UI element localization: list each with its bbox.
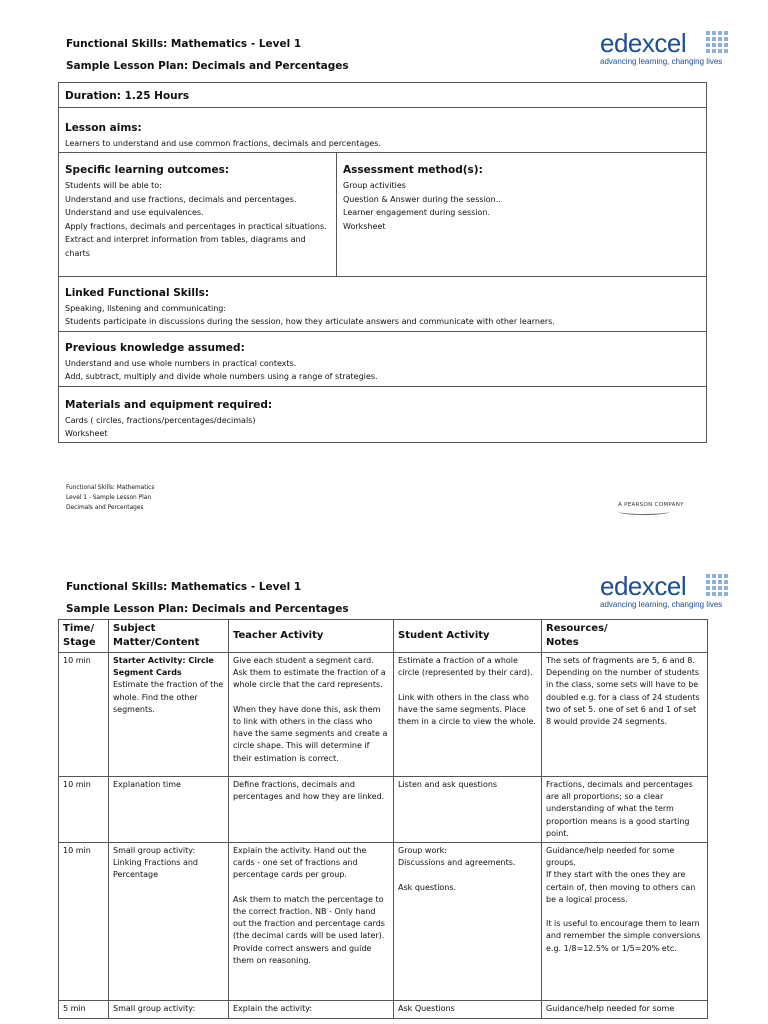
notes-cell: Guidance/help needed for some <box>542 1001 708 1019</box>
time-cell: 10 min <box>59 777 109 843</box>
column-header: Teacher Activity <box>229 620 394 653</box>
notes-cell: Fractions, decimals and percentages are all proportions; so a clear understanding of what the term proportion means is a good starting point. <box>542 777 708 843</box>
subject-cell: Explanation time <box>109 777 229 843</box>
page1-edexcel-logo <box>600 30 722 66</box>
page2-header-subtitle: Sample Lesson Plan: Decimals and Percentages <box>66 603 349 615</box>
column-header: Time/ Stage <box>59 620 109 653</box>
previous-title: Previous knowledge assumed: <box>65 342 245 354</box>
outcomes-assessment-section <box>59 153 706 277</box>
page2-edexcel-logo <box>600 573 722 609</box>
previous-knowledge-section <box>59 332 706 387</box>
student-cell: Listen and ask questions <box>394 777 542 843</box>
duration-text: Duration: 1.25 Hours <box>65 90 190 102</box>
teacher-cell: Explain the activity: <box>229 1001 394 1019</box>
notes-cell: The sets of fragments are 5, 6 and 8. Depending on the number of students in the class, some sets will have to be doubled e.g. for a class of 24 students two of set 5. one of set 6 and 1 of set 8 would provide 24 segments. <box>542 653 708 777</box>
outcome-item: Apply fractions, decimals and percentages in practical situations. <box>65 221 327 231</box>
page1-footer <box>66 482 154 512</box>
table-row <box>59 653 708 777</box>
subject-cell: Starter Activity: Circle Segment Cards Estimate the fraction of the whole. Find the other segments. <box>109 653 229 777</box>
linked-skills-section <box>59 277 706 332</box>
assessment-item: Learner engagement during session. <box>343 208 491 217</box>
page1-header-subtitle: Sample Lesson Plan: Decimals and Percentages <box>66 60 349 72</box>
outcome-item: Students will be able to: <box>65 181 162 190</box>
duration-section <box>59 83 706 108</box>
lesson-plan-summary-box <box>58 82 707 443</box>
assessment-title: Assessment method(s): <box>343 164 483 176</box>
table-row <box>59 843 708 1001</box>
teacher-cell: Explain the activity. Hand out the cards - one set of fractions and percentage cards per group. Ask them to match the percentage to the correct fraction. NB - Only hand out the fraction and percentage cards (the decimal cards will be used later). Provide correct answers and guide them on reasoning. <box>229 843 394 1001</box>
time-cell: 10 min <box>59 843 109 1001</box>
footer-line: Decimals and Percentages <box>66 503 144 511</box>
outcome-item: Extract and interpret information from tables, diagrams and charts <box>65 235 306 258</box>
column-header: Resources/ Notes <box>542 620 708 653</box>
footer-line: Functional Skills: Mathematics <box>66 483 155 491</box>
linked-title: Linked Functional Skills: <box>65 287 210 299</box>
aims-text: Learners to understand and use common fractions, decimals and percentages. <box>65 139 381 148</box>
outcomes-title: Specific learning outcomes: <box>65 164 230 176</box>
logo-dots-icon <box>706 574 728 596</box>
teacher-cell: Give each student a segment card. Ask them to estimate the fraction of a whole circle that the card represents. When they have done this, ask them to link with others in the class who have the same segments and create a circle shape. This will determine if their estimation is correct. <box>229 653 394 777</box>
pearson-logo <box>618 502 684 515</box>
aims-section <box>59 108 706 153</box>
table-header-row <box>59 620 708 653</box>
previous-item: Understand and use whole numbers in practical contexts. <box>65 359 297 368</box>
assessment-item: Question & Answer during the session.. <box>343 194 501 204</box>
column-header: Student Activity <box>394 620 542 653</box>
logo-tagline: advancing learning, changing lives <box>600 57 723 66</box>
page1-header-title: Functional Skills: Mathematics - Level 1 <box>66 38 302 50</box>
column-header: Subject Matter/Content <box>109 620 229 653</box>
outcomes-column <box>59 153 337 276</box>
materials-section <box>59 387 706 442</box>
materials-item: Worksheet <box>65 429 108 438</box>
assessment-item: Worksheet <box>343 221 386 231</box>
teacher-cell: Define fractions, decimals and percentages and how they are linked. <box>229 777 394 843</box>
footer-line: Level 1 - Sample Lesson Plan <box>66 493 152 501</box>
subject-cell: Small group activity: Linking Fractions and Percentage <box>109 843 229 1001</box>
linked-item: Students participate in discussions during the session, how they articulate answers and communicate with other learners. <box>65 317 555 326</box>
student-cell: Group work: Discussions and agreements. Ask questions. <box>394 843 542 1001</box>
time-cell: 10 min <box>59 653 109 777</box>
materials-title: Materials and equipment required: <box>65 399 273 411</box>
logo-tagline: advancing learning, changing lives <box>600 600 723 609</box>
table-row <box>59 777 708 843</box>
time-cell: 5 min <box>59 1001 109 1019</box>
logo-word: edexcel <box>600 571 687 601</box>
pearson-swoosh-icon <box>618 508 670 515</box>
table-row <box>59 1001 708 1019</box>
subject-cell: Small group activity: <box>109 1001 229 1019</box>
pearson-text: A PEARSON COMPANY <box>618 502 684 508</box>
materials-item: Cards ( circles, fractions/percentages/decimals) <box>65 416 256 425</box>
student-cell: Ask Questions <box>394 1001 542 1019</box>
logo-word: edexcel <box>600 28 687 58</box>
assessment-column <box>337 153 706 276</box>
lesson-activities-table <box>58 619 708 1019</box>
student-cell: Estimate a fraction of a whole circle (represented by their card). Link with others in the class who have the same segments. Place them in a circle to view the whole. <box>394 653 542 777</box>
notes-cell: Guidance/help needed for some groups. If they start with the ones they are certain of, then moving to others can be a logical process. It is useful to encourage them to learn and remember the simple conversions e.g. 1/8=12.5% or 1/5=20% etc. <box>542 843 708 1001</box>
outcome-item: Understand and use fractions, decimals and percentages. <box>65 194 297 204</box>
logo-dots-icon <box>706 31 728 53</box>
previous-item: Add, subtract, multiply and divide whole numbers using a range of strategies. <box>65 372 378 381</box>
outcome-item: Understand and use equivalences. <box>65 208 204 217</box>
assessment-item: Group activities <box>343 181 406 190</box>
aims-title: Lesson aims: <box>65 122 142 134</box>
linked-item: Speaking, listening and communicating: <box>65 304 227 313</box>
page2-header-title: Functional Skills: Mathematics - Level 1 <box>66 581 302 593</box>
